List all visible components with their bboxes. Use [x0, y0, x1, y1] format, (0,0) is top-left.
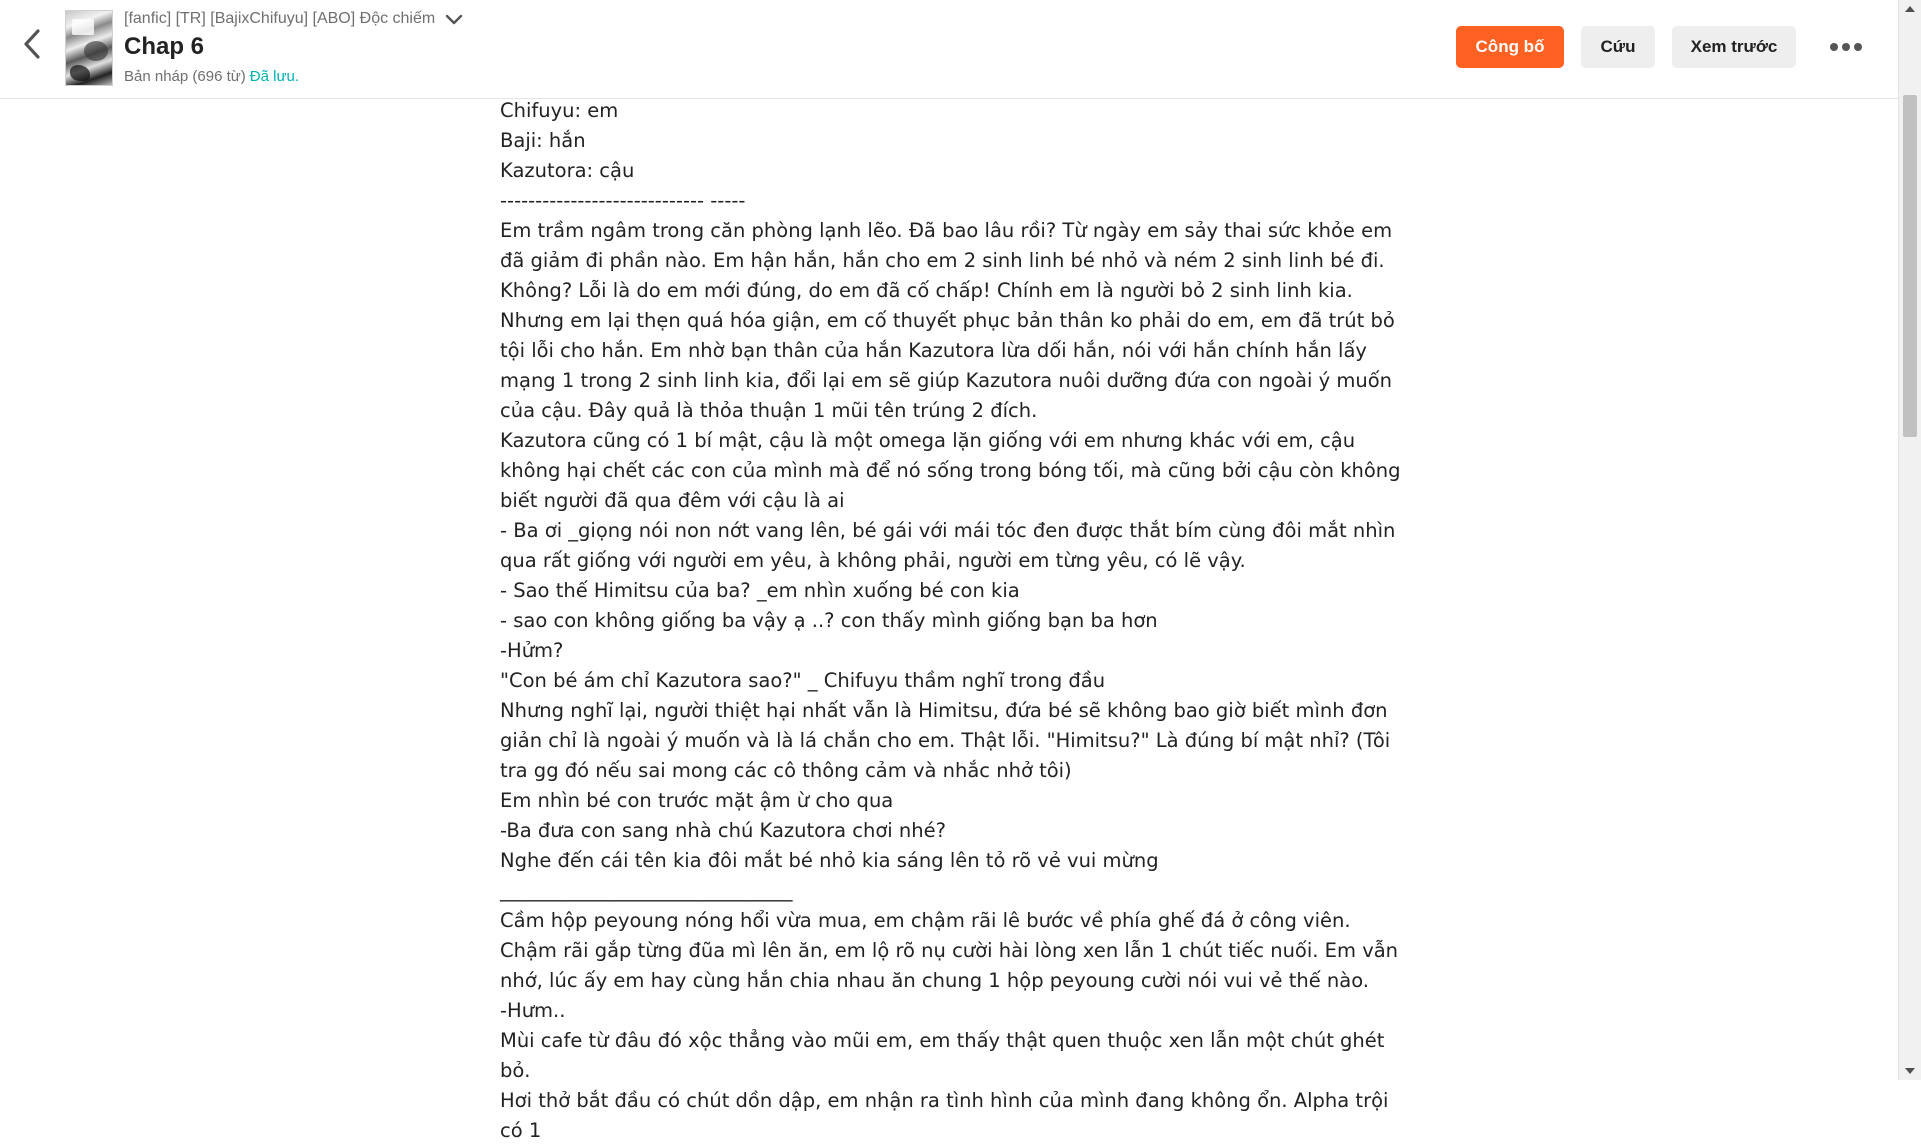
text-paragraph: Kazutora cũng có 1 bí mật, cậu là một omega lặn giống với em nhưng khác với em, cậu không hại chết các con của mình mà để nó sống trong bóng tối, mà cũng bởi cậu còn không biết người đã qua đêm với cậu là ai — [500, 429, 1401, 512]
text-paragraph: Nghe đến cái tên kia đôi mắt bé nhỏ kia sáng lên tỏ rõ vẻ vui mừng — [500, 849, 1159, 872]
text-paragraph: ______________________________ — [500, 879, 793, 902]
text-paragraph: Baji: hắn — [500, 129, 586, 152]
text-paragraph: Nhưng nghĩ lại, người thiệt hại nhất vẫn là Himitsu, đứa bé sẽ không bao giờ biết mình đơn giản chỉ là ngoài ý muốn và là lá chắn cho em. Thật lỗi. "Himitsu?" Là đúng bí mật nhỉ? (Tôi tra gg đó nếu sai mong các cô thông cảm và nhắc nhở tôi) — [500, 699, 1391, 782]
text-paragraph: -Hửm? — [500, 639, 564, 662]
text-paragraph: Kazutora: cậu — [500, 159, 635, 182]
text-paragraph: Em trầm ngâm trong căn phòng lạnh lẽo. Đã bao lâu rồi? Từ ngày em sảy thai sức khỏe em đã giảm đi phần nào. Em hận hắn, hắn cho em 2 sinh linh bé nhỏ và ném 2 sinh linh bé đi. Không? Lỗi là do em mới đúng, do em đã cố chấp! Chính em là người bỏ 2 sinh linh kia. Nhưng em lại thẹn quá hóa giận, em cố thuyết phục bản thân ko phải do em, em đã trút bỏ tội lỗi cho hắn. Em nhờ bạn thân của hắn Kazutora lừa dối hắn, nói với hắn chính hắn lấy mạng 1 trong 2 sinh linh kia, đổi lại em sẽ giúp Kazutora nuôi dưỡng đứa con ngoài ý muốn của cậu. Đây quả là thỏa thuận 1 mũi tên trúng 2 đích. — [500, 219, 1395, 422]
chevron-down-icon[interactable] — [445, 14, 463, 26]
text-paragraph: Chifuyu: em — [500, 99, 619, 122]
text-paragraph: - Ba ơi _giọng nói non nớt vang lên, bé gái với mái tóc đen được thắt bím cùng đôi mắt nhìn qua rất giống với người em yêu, à không phải, người em từng yêu, có lẽ vậy. — [500, 519, 1396, 572]
draft-status-row — [124, 68, 299, 85]
chapter-text-editor[interactable] — [500, 96, 1412, 1146]
scrollbar-thumb[interactable] — [1903, 95, 1917, 437]
preview-button[interactable]: Xem trước — [1672, 26, 1796, 68]
scroll-down-arrow-icon[interactable] — [1899, 1062, 1921, 1080]
story-cover-image — [65, 10, 113, 86]
text-paragraph: Cầm hộp peyoung nóng hổi vừa mua, em chậm rãi lê bước về phía ghế đá ở công viên. Chậm rãi gắp từng đũa mì lên ăn, em lộ rõ nụ cười hài lòng xen lẫn 1 chút tiếc nuối. Em vẫn nhớ, lúc ấy em hay cùng hắn chia nhau ăn chung 1 hộp peyoung cười nói vui vẻ thế nào. — [500, 909, 1399, 992]
text-paragraph: Mùi cafe từ đâu đó xộc thẳng vào mũi em, em thấy thật quen thuộc xen lẫn một chút ghét bỏ. — [500, 1029, 1385, 1082]
text-paragraph: - Sao thế Himitsu của ba? _em nhìn xuống bé con kia — [500, 579, 1020, 602]
editor-header — [0, 0, 1898, 99]
more-horizontal-icon — [1829, 42, 1863, 52]
chevron-left-icon — [21, 27, 43, 61]
saved-status: Đã lưu. — [249, 68, 300, 85]
story-selector[interactable] — [124, 10, 463, 28]
text-paragraph: Em nhìn bé con trước mặt ậm ừ cho qua — [500, 789, 894, 812]
chapter-title: Chap 6 — [124, 33, 205, 60]
more-options-button[interactable] — [1826, 30, 1866, 64]
text-paragraph: - sao con không giống ba vậy ạ ..? con thấy mình giống bạn ba hơn — [500, 609, 1158, 632]
vertical-scrollbar[interactable] — [1898, 0, 1921, 1080]
scroll-up-arrow-icon[interactable] — [1899, 0, 1921, 18]
text-paragraph: Hơi thở bắt đầu có chút dồn dập, em nhận ra tình hình của mình đang không ổn. Alpha trội có 1 — [500, 1089, 1389, 1142]
story-title: [fanfic] [TR] [BajixChifuyu] [ABO] Độc chiếm — [124, 10, 436, 27]
save-button[interactable]: Cứu — [1581, 26, 1655, 68]
text-paragraph: -Ba đưa con sang nhà chú Kazutora chơi nhé? — [500, 819, 946, 842]
text-paragraph: "Con bé ám chỉ Kazutora sao?" _ Chifuyu thầm nghĩ trong đầu — [500, 669, 1106, 692]
text-paragraph: -Hưm.. — [500, 999, 566, 1022]
publish-button[interactable]: Công bố — [1456, 26, 1564, 68]
draft-word-count: Bản nháp (696 từ) — [124, 68, 246, 85]
back-button[interactable] — [14, 22, 50, 66]
text-paragraph: ----------------------------- ----- — [500, 189, 746, 212]
